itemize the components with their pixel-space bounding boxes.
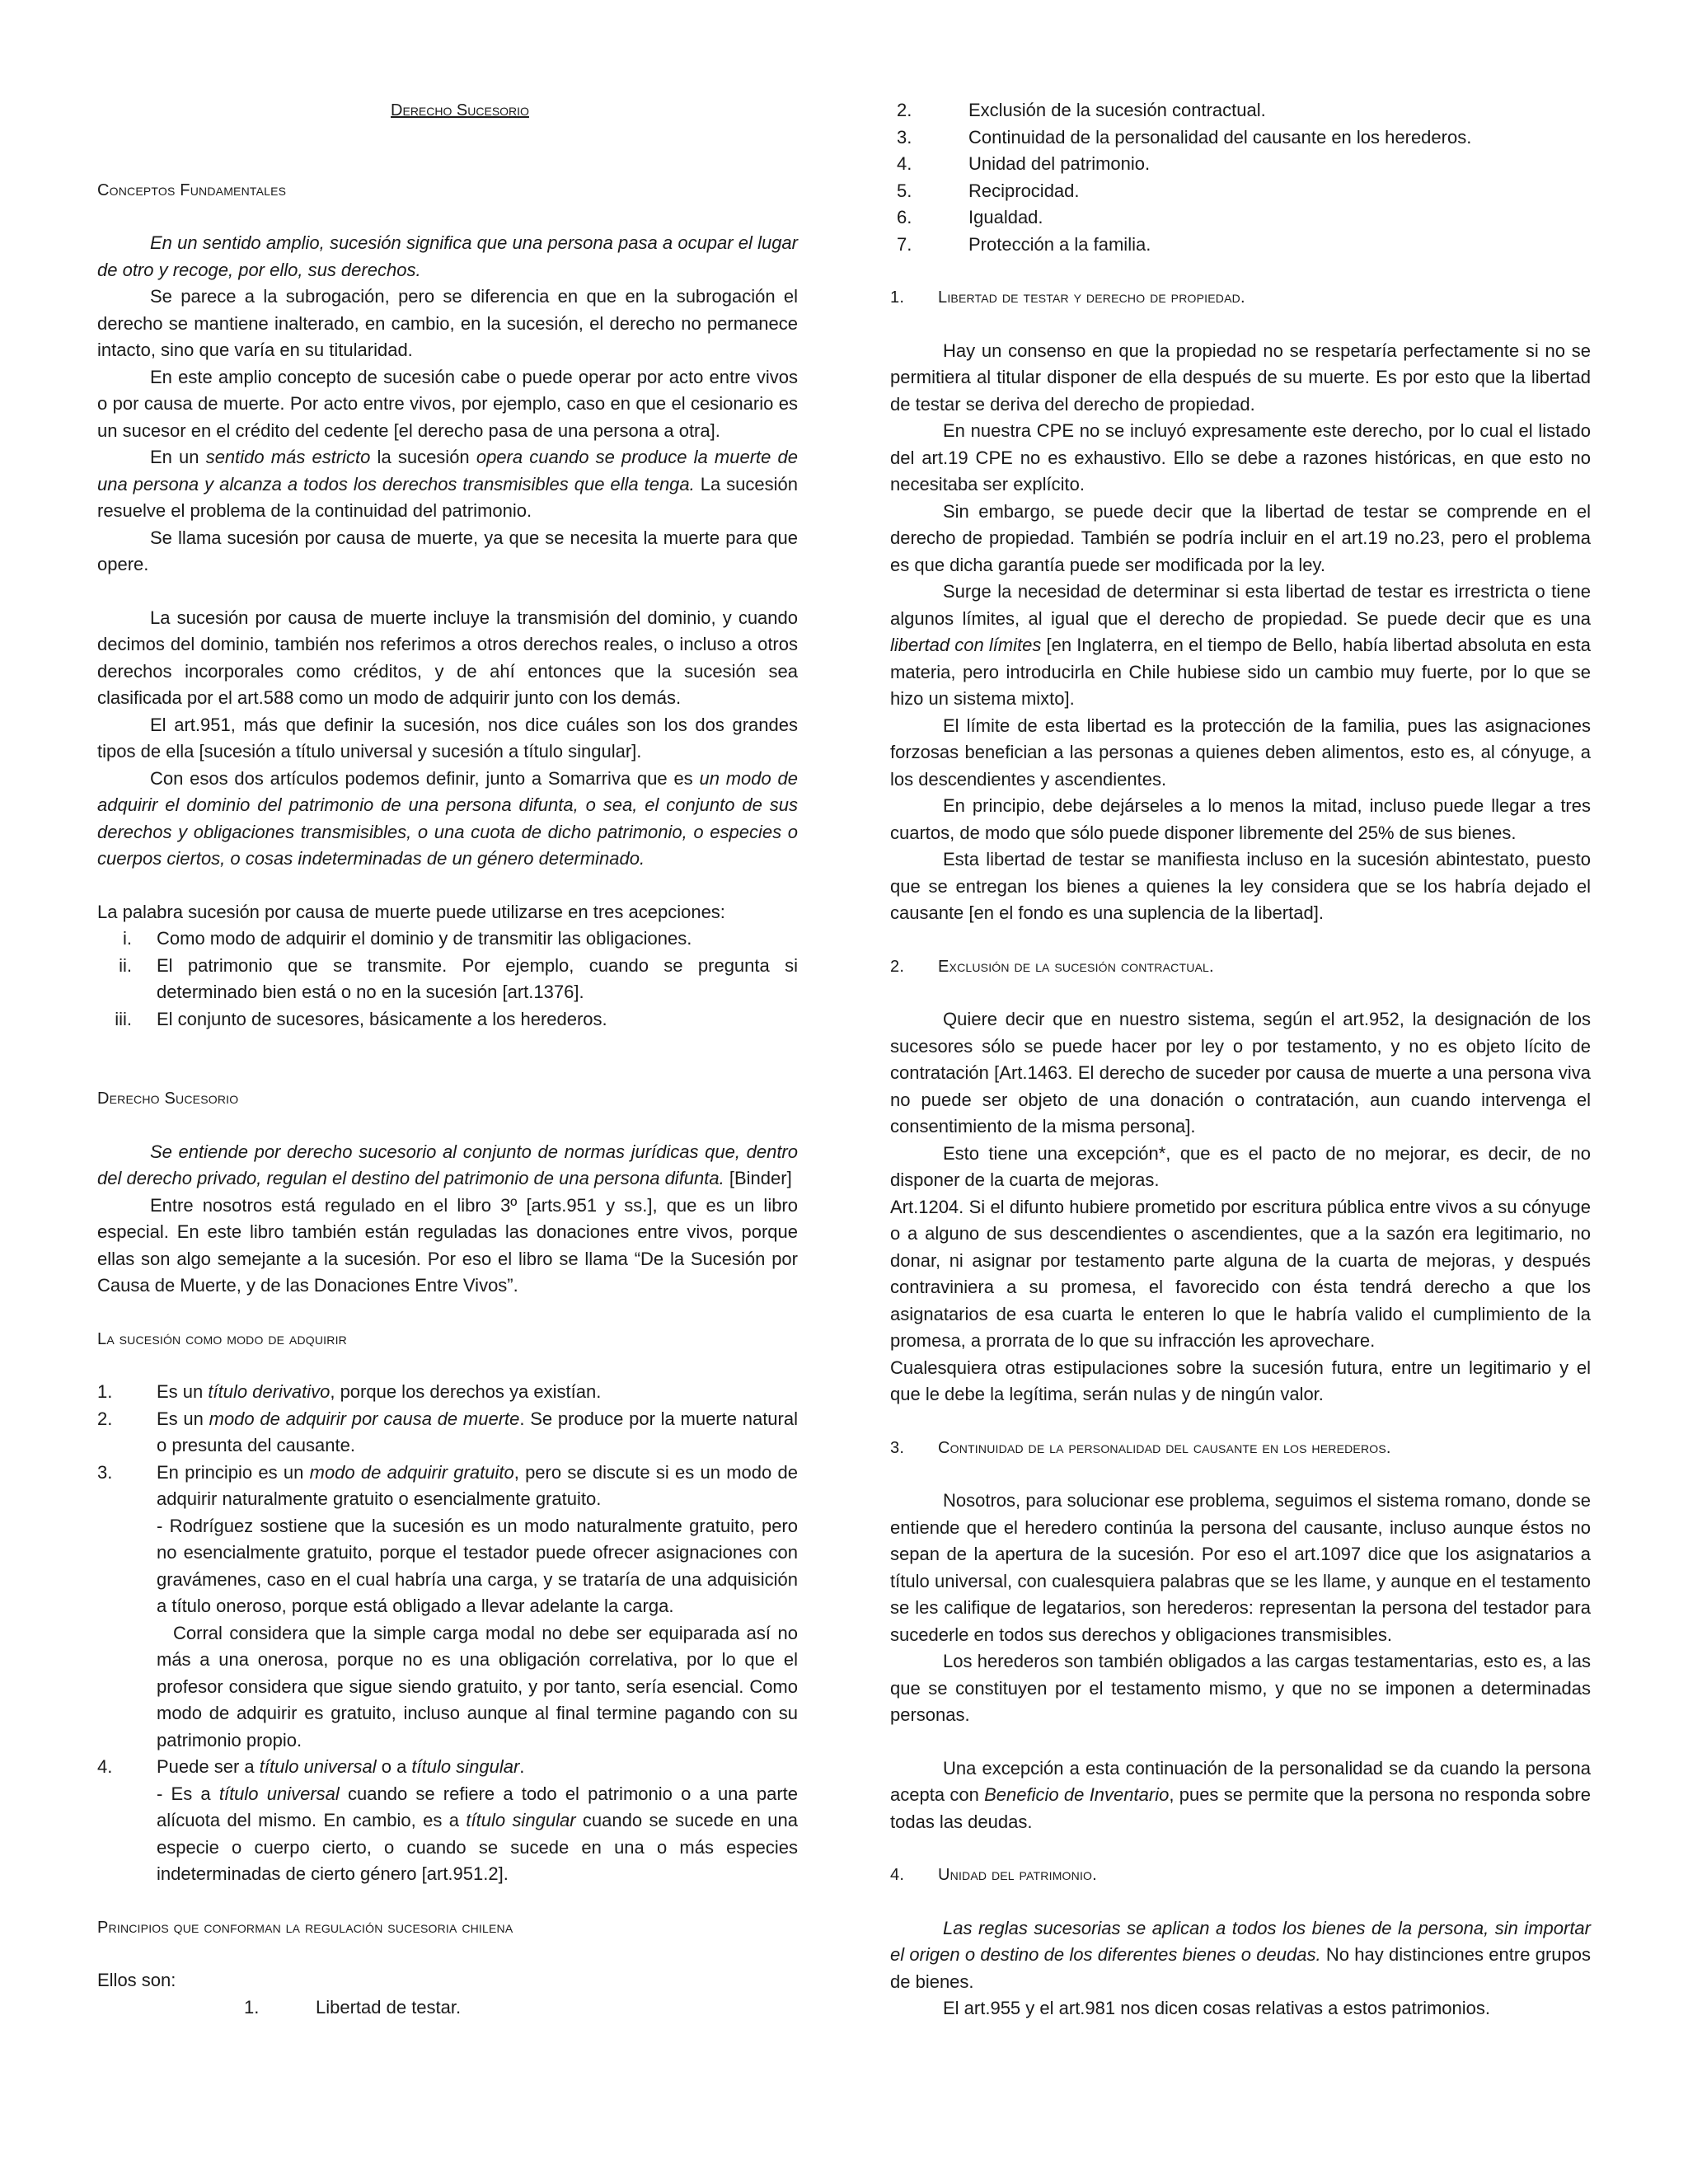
principios-list-start — [97, 1994, 798, 2022]
list-item — [750, 204, 1591, 232]
list-number: 4. — [97, 1756, 113, 1777]
heading-modo-adquirir: La sucesión como modo de adquirir — [97, 1329, 347, 1348]
list-item — [750, 178, 1591, 205]
paragraph: Esto tiene una excepción*, que es el pacto de no mejorar, es decir, de no disponer de la cuarta de mejoras. — [890, 1142, 1591, 1190]
list-item — [750, 232, 1591, 259]
text-run: Es un — [157, 1381, 209, 1402]
paragraph: Se parece a la subrogación, pero se diferencia en que en la subrogación el derecho se mantiene inalterado, en cambio, en la sucesión, el derecho no permanece intacto, sino que varía en su titularidad. — [97, 286, 798, 360]
paragraph — [97, 766, 798, 873]
list-text: Exclusión de la sucesión contractual. — [968, 100, 1266, 120]
list-subparagraph — [157, 1781, 798, 1888]
list-subparagraph: Corral considera que la simple carga modal no debe ser equiparada así no más a una onerosa, porque no es una obligación correlativa, por lo que el profesor considera que sigue siendo gratuito, y por tanto, sería esencial. Como modo de adquirir es gratuito, incluso aunque al final termine pagando con su patrimonio propio. — [157, 1622, 798, 1750]
list-item — [97, 926, 798, 953]
section-heading-3 — [890, 1435, 1591, 1462]
heading-number: 2. — [890, 957, 905, 976]
paragraph: En principio, debe dejárseles a lo menos la mitad, incluso puede llegar a tres cuartos, de modo que sólo puede disponer libremente del 25% de sus bienes. — [890, 795, 1591, 843]
text-run: [Binder] — [724, 1168, 792, 1188]
list-text: Unidad del patrimonio. — [968, 153, 1151, 174]
heading-number: 3. — [890, 1438, 905, 1457]
text-run: [en Inglaterra, en el tiempo de Bello, había libertad absoluta en esta materia, pero introducirla en Chile hubiese sido un cambio muy fuerte, por lo que se hizo un sistema mixto]. — [890, 635, 1591, 709]
list-number: iii. — [115, 1008, 132, 1029]
paragraph: El art.955 y el art.981 nos dicen cosas relativas a estos patrimonios. — [943, 1998, 1491, 2018]
list-item — [750, 151, 1591, 178]
list-number: i. — [123, 928, 132, 949]
heading-principios: Principios que conforman la regulación sucesoria chilena — [97, 1918, 513, 1937]
list-subparagraph: - Rodríguez sostiene que la sucesión es un modo naturalmente gratuito, pero no esencialmente gratuito, porque el testador puede ofrecer asignaciones con gravámenes, caso en el cual habría una carga, y se trataría de una adquisición a título oneroso, porque está obligado a llevar adelante la carga. — [157, 1515, 798, 1616]
heading-number: 1. — [890, 288, 905, 307]
paragraph: En un sentido amplio, sucesión significa que una persona pasa a ocupar el lugar de otro y recoge, por ello, sus derechos. — [97, 232, 798, 280]
paragraph: En nuestra CPE no se incluyó expresamente este derecho, por lo cual el listado del art.19 CPE no es exhaustivo. Ello se debe a razones históricas, en que esto no necesitaba ser explícito. — [890, 420, 1591, 494]
list-item — [97, 1006, 798, 1033]
list-item — [97, 1460, 798, 1755]
list-number: 2. — [97, 1408, 113, 1429]
list-text: El conjunto de sucesores, básicamente a los herederos. — [157, 1008, 607, 1029]
list-text: Reciprocidad. — [968, 180, 1080, 201]
paragraph — [97, 444, 798, 525]
text-run: cuando se refiere a todo el patrimonio o a una parte alícuota del mismo. En cambio, es a — [157, 1783, 798, 1830]
paragraph — [890, 1755, 1591, 1836]
heading-text: Libertad de testar y derecho de propiedad. — [938, 288, 1245, 307]
paragraph — [890, 579, 1591, 713]
paragraph: Entre nosotros está regulado en el libro 3º [arts.951 y ss.], que es un libro especial. En este libro también están reguladas las donaciones entre vivos, porque ellas son algo semejante a la sucesión. Por eso el libro se llama “De la Sucesión por Causa de Muerte, y de las Donaciones Entre Vivos”. — [97, 1194, 798, 1296]
section-heading-2 — [890, 954, 1591, 981]
list-text: El patrimonio que se transmite. Por ejemplo, cuando se pregunta si determinado bien está o no en la sucesión [art.1376]. — [157, 954, 798, 1002]
paragraph — [890, 1915, 1591, 1996]
right-column — [890, 97, 1591, 2022]
paragraph: Los herederos son también obligados a las cargas testamentarias, esto es, a las que se constituyen por el testamento mismo, y que no se imponen a determinadas personas. — [890, 1651, 1591, 1725]
text-run: Una excepción a esta continuación de la personalidad se da cuando la persona acepta con — [890, 1757, 1591, 1805]
paragraph — [97, 1139, 798, 1193]
text-run: o a — [376, 1756, 412, 1777]
text-run: título universal — [259, 1756, 377, 1777]
paragraph: Ellos son: — [97, 1970, 176, 1990]
list-item — [97, 1379, 798, 1406]
text-run: , pues se permite que la persona no responda sobre todas las deudas. — [890, 1784, 1591, 1832]
principios-list-continued — [750, 97, 1591, 258]
list-item — [97, 1406, 798, 1460]
heading-text: Continuidad de la personalidad del causante en los herederos. — [938, 1438, 1391, 1457]
paragraph: En este amplio concepto de sucesión cabe o puede operar por acto entre vivos o por causa de muerte. Por acto entre vivos, por ejemplo, caso en que el cesionario es un sucesor en el crédito del cedente [el derecho pasa de una persona a otra]. — [97, 366, 798, 441]
text-run: , porque los derechos ya existían. — [330, 1381, 602, 1402]
text-run: En principio es un — [157, 1461, 310, 1483]
paragraph: La palabra sucesión por causa de muerte puede utilizarse en tres acepciones: — [97, 901, 725, 922]
text-run: Puede ser a — [157, 1756, 260, 1777]
text-run: Se entiende por derecho sucesorio al conjunto de normas jurídicas que, dentro del derecho privado, regulan el destino del patrimonio de una persona difunta. — [97, 1141, 798, 1188]
paragraph: Esta libertad de testar se manifiesta incluso en la sucesión abintestato, puesto que se entregan los bienes a quienes la ley considera que se los habría dejado el causante [en el fondo es una suplencia de la libertad]. — [890, 849, 1591, 923]
list-text: Protección a la familia. — [968, 233, 1151, 255]
section-heading-1 — [890, 284, 1591, 312]
text-run: . — [519, 1756, 525, 1777]
text-run: libertad con límites — [890, 635, 1042, 655]
paragraph: Sin embargo, se puede decir que la libertad de testar se comprende en el derecho de propiedad. También se podría incluir en el art.19 no.23, pero el problema es que dicha garantía puede ser modificada por la ley. — [890, 500, 1591, 575]
text-run: título derivativo — [208, 1381, 331, 1402]
list-item — [750, 124, 1591, 152]
paragraph: Quiere decir que en nuestro sistema, según el art.952, la designación de los sucesores sólo se puede hacer por ley o por testamento, y no es objeto lícito de contratación [Art.1463. El derecho de suceder por causa de muerte a una persona viva no puede ser objeto de una donación o contratación, aun cuando intervenga el consentimiento de la misma persona]. — [890, 1009, 1591, 1137]
text-run: sentido más estricto — [205, 447, 371, 467]
modo-list — [97, 1379, 798, 1888]
list-number: ii. — [119, 954, 132, 976]
text-run: Es un — [157, 1408, 209, 1429]
paragraph: El art.951, más que definir la sucesión, nos dice cuáles son los dos grandes tipos de ella [sucesión a título universal y sucesión a título singular]. — [97, 714, 798, 762]
paragraph: Hay un consenso en que la propiedad no se respetaría perfectamente si no se permitiera al titular disponer de ella después de su muerte. Es por esto que la libertad de testar se deriva del derecho de propiedad. — [890, 340, 1591, 415]
list-number: 6. — [897, 207, 912, 227]
list-number: 5. — [897, 180, 912, 201]
text-run: modo de adquirir gratuito — [309, 1461, 514, 1483]
text-run: No hay distinciones entre grupos de bienes. — [890, 1944, 1591, 1992]
heading-derecho-sucesorio: Derecho Sucesorio — [97, 1090, 239, 1108]
list-number: 3. — [897, 126, 912, 148]
paragraph: Se llama sucesión por causa de muerte, ya que se necesita la muerte para que opere. — [97, 527, 798, 574]
list-number: 3. — [97, 1461, 113, 1483]
list-text: Igualdad. — [968, 207, 1043, 227]
text-run: En un — [150, 447, 206, 467]
page-title: Derecho Sucesorio — [391, 101, 529, 120]
list-item — [97, 1994, 798, 2022]
heading-text: Unidad del patrimonio. — [938, 1866, 1097, 1884]
list-number: 7. — [897, 233, 912, 255]
text-run: un modo de adquirir el dominio del patrimonio de una persona difunta, o sea, el conjunto de sus derechos y obligaciones transmisibles, o una cuota de dicho patrimonio, o especies o cuerpos ciertos, o cosas indeterminadas de un género determinado. — [97, 767, 798, 869]
list-text: Continuidad de la personalidad del causante en los herederos. — [968, 126, 1472, 148]
paragraph: Nosotros, para solucionar ese problema, seguimos el sistema romano, donde se entiende que el heredero continúa la persona del causante, incluso aunque éstos no sepan de la apertura de la sucesión. Por eso el art.1097 dice que los asignatarios a título universal, con cualesquiera palabras que se les llame, y aunque en el testamento se les califique de legatarios, son herederos: representan la persona del testador para sucederle en todos sus derechos y obligaciones transmisibles. — [890, 1490, 1591, 1645]
text-run: La sucesión resuelve el problema de la continuidad del patrimonio. — [97, 473, 798, 521]
list-text: Libertad de testar. — [316, 1996, 462, 2018]
text-run: Con esos dos artículos podemos definir, junto a Somarriva que es — [150, 767, 700, 789]
text-run: la sucesión — [370, 447, 476, 467]
list-item — [97, 1754, 798, 1888]
list-text: Como modo de adquirir el dominio y de transmitir las obligaciones. — [157, 928, 692, 949]
heading-conceptos: Conceptos Fundamentales — [97, 180, 287, 199]
text-run: modo de adquirir por causa de muerte — [209, 1408, 520, 1429]
heading-text: Exclusión de la sucesión contractual. — [938, 957, 1214, 976]
paragraph: Art.1204. Si el difunto hubiere prometido por escritura pública entre vivos a su cónyuge o a alguno de sus descendientes o ascendientes, que a la sazón era legitimario, no donar, ni asignar por testamento parte alguna de la cuarta de mejoras, y después contraviniera a su promesa, el favorecido con ésta tendrá derecho a que los asignatarios de esa cuarta le enteren lo que le habría valido el cumplimiento de la promesa, a prorrata de lo que su infracción les aprovechare. — [890, 1196, 1591, 1351]
text-run: - Es a — [157, 1783, 219, 1804]
text-run: Beneficio de Inventario — [984, 1784, 1170, 1805]
text-run: cuando se sucede en una especie o cuerpo cierto, o cuando se sucede en una o más especies indeterminadas de cierto género [art.951.2]. — [157, 1810, 799, 1884]
paragraph: El límite de esta libertad es la protección de la familia, pues las asignaciones forzosas benefician a las personas a quienes deben alimentos, esto es, al cónyuge, a los descendientes y ascendientes. — [890, 715, 1591, 790]
heading-number: 4. — [890, 1866, 905, 1884]
list-item — [750, 97, 1591, 124]
section-heading-4 — [890, 1862, 1591, 1889]
list-number: 1. — [244, 1996, 260, 2018]
acepciones-list — [97, 926, 798, 1033]
paragraph: La sucesión por causa de muerte incluye la transmisión del dominio, y cuando decimos del dominio, también nos referimos a otros derechos reales, o incluso a otros derechos incorporales como créditos, y de ahí entonces que la sucesión sea clasificada por el art.588 como un modo de adquirir junto con los demás. — [97, 607, 798, 708]
text-run: , pero se discute si es un modo de adquirir naturalmente gratuito o esencialmente gratuito. — [157, 1461, 799, 1509]
left-column — [97, 97, 798, 2021]
text-run: Surge la necesidad de determinar si esta libertad de testar es irrestricta o tiene algunos límites, al igual que el derecho de propiedad. Se puede decir que es una — [890, 581, 1591, 629]
text-run: título singular — [466, 1810, 576, 1830]
text-run: título universal — [218, 1783, 340, 1804]
text-run: . Se produce por la muerte natural o presunta del causante. — [157, 1408, 798, 1455]
list-number: 1. — [97, 1381, 113, 1402]
text-run: Las reglas sucesorias se aplican a todos los bienes de la persona, sin importar el origen o destino de los diferentes bienes o deudas. — [890, 1917, 1591, 1965]
list-item — [97, 953, 798, 1006]
list-number: 2. — [897, 100, 912, 120]
paragraph: Cualesquiera otras estipulaciones sobre la sucesión futura, entre un legitimario y el que le debe la legítima, serán nulas y de ningún valor. — [890, 1357, 1591, 1404]
text-run: opera cuando se produce la muerte de una persona y alcanza a todos los derechos transmisibles que ella tenga. — [97, 447, 798, 494]
text-run: título singular — [411, 1756, 520, 1777]
list-number: 4. — [897, 153, 912, 174]
